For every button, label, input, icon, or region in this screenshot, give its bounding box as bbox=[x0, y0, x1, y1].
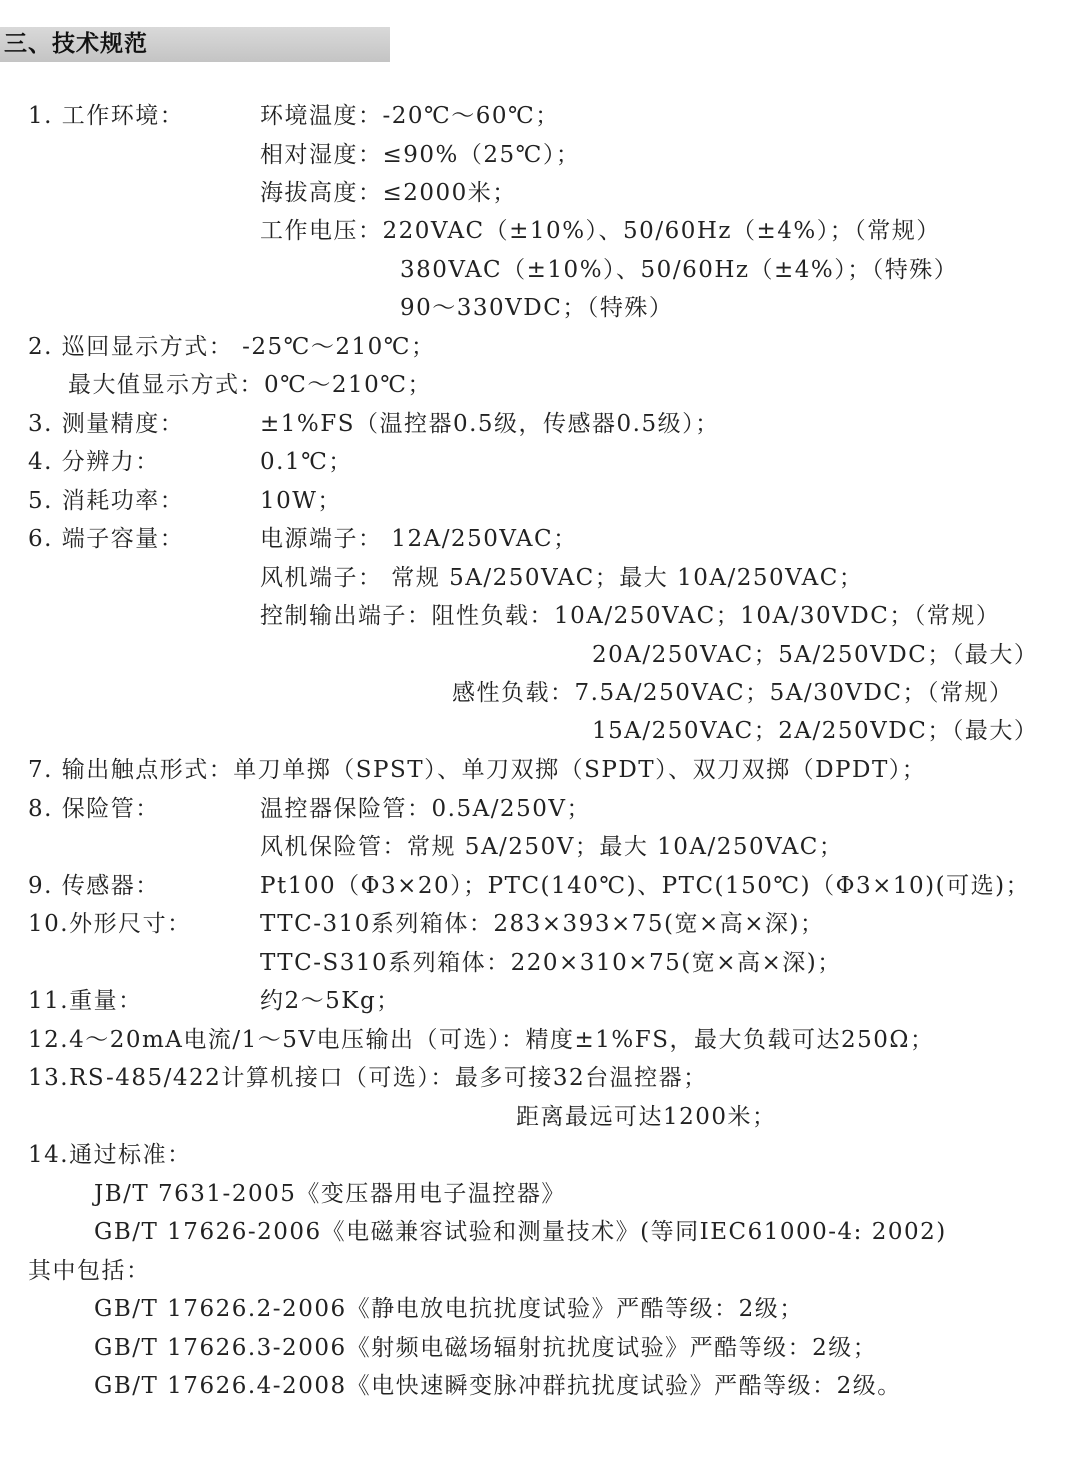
control-output-resistive-normal: 控制输出端子：阻性负载：10A/250VAC；10A/30VDC；（常规） bbox=[260, 603, 1001, 629]
spec-8-label: 8. 保险管： bbox=[28, 796, 160, 822]
spec-12-analog-output: 12.4～20mA电流/1～5V电压输出（可选）：精度±1%FS，最大负载可达250Ω； bbox=[28, 1027, 935, 1053]
controller-fuse: 温控器保险管：0.5A/250V； bbox=[260, 796, 591, 822]
altitude: 海拔高度：≤2000米； bbox=[260, 180, 517, 206]
weight-value: 约2～5Kg； bbox=[260, 988, 401, 1014]
fan-fuse: 风机保险管：常规 5A/250V；最大 10A/250VAC； bbox=[260, 834, 844, 860]
spec-10-label: 10.外形尺寸： bbox=[28, 911, 192, 937]
spec-2-max-display: 最大值显示方式：0℃～210℃； bbox=[68, 372, 432, 398]
spec-3-value: ±1%FS（温控器0.5级，传感器0.5级）； bbox=[260, 411, 720, 437]
spec-6-label: 6. 端子容量： bbox=[28, 526, 185, 552]
spec-13-distance: 距离最远可达1200米； bbox=[516, 1104, 777, 1130]
power-terminal: 电源端子： 12A/250VAC； bbox=[260, 526, 578, 552]
spec-13-computer-interface: 13.RS-485/422计算机接口（可选）：最多可接32台温控器； bbox=[28, 1065, 708, 1091]
includes-label: 其中包括： bbox=[28, 1258, 151, 1284]
spec-3-label: 3. 测量精度： bbox=[28, 411, 185, 437]
spec-11-label: 11.重量： bbox=[28, 988, 143, 1014]
spec-14-label: 14.通过标准： bbox=[28, 1142, 192, 1168]
spec-4-label: 4. 分辨力： bbox=[28, 449, 160, 475]
standard-gbt-17626-4: GB/T 17626.4-2008《电快速瞬变脉冲群抗扰度试验》严酷等级：2级。 bbox=[94, 1373, 902, 1399]
standard-gbt-17626-2: GB/T 17626.2-2006《静电放电抗扰度试验》严酷等级：2级； bbox=[94, 1296, 804, 1322]
sensor-value: Pt100（Φ3×20）；PTC(140℃)、PTC(150℃)（Φ3×10)(可选)； bbox=[260, 873, 1031, 899]
working-voltage-special-ac: 380VAC（±10%）、50/60Hz（±4%）；（特殊） bbox=[400, 257, 959, 283]
control-output-resistive-max: 20A/250VAC；5A/250VDC；（最大） bbox=[592, 642, 1039, 668]
spec-2-cyclic-display: 2. 巡回显示方式： -25℃～210℃； bbox=[28, 334, 436, 360]
dimension-ttc-310: TTC-310系列箱体：283×393×75(宽×高×深)； bbox=[260, 911, 825, 937]
relative-humidity: 相对湿度：≤90%（25℃）； bbox=[260, 142, 581, 168]
spec-5-label: 5. 消耗功率： bbox=[28, 488, 185, 514]
ambient-temperature: 环境温度：-20℃～60℃； bbox=[260, 103, 560, 129]
spec-4-value: 0.1℃； bbox=[260, 449, 353, 475]
spec-1-label: 1. 工作环境： bbox=[28, 103, 185, 129]
section-title: 三、技术规范 bbox=[0, 27, 390, 62]
spec-7-contact-form: 7. 输出触点形式：单刀单掷（SPST）、单刀双掷（SPDT）、双刀双掷（DPDT）； bbox=[28, 757, 927, 783]
dimension-ttc-s310: TTC-S310系列箱体：220×310×75(宽×高×深)； bbox=[260, 950, 842, 976]
spec-5-value: 10W； bbox=[260, 488, 342, 514]
spec-9-label: 9. 传感器： bbox=[28, 873, 160, 899]
standard-jbt-7631: JB/T 7631-2005《变压器用电子温控器》 bbox=[94, 1181, 566, 1207]
fan-terminal: 风机端子： 常规 5A/250VAC；最大 10A/250VAC； bbox=[260, 565, 864, 591]
standard-gbt-17626-3: GB/T 17626.3-2006《射频电磁场辐射抗扰度试验》严酷等级：2级； bbox=[94, 1335, 878, 1361]
working-voltage-normal: 工作电压：220VAC（±10%）、50/60Hz（±4%）；（常规） bbox=[260, 218, 941, 244]
control-output-inductive-normal: 感性负载：7.5A/250VAC；5A/30VDC；（常规） bbox=[452, 680, 1014, 706]
standard-gbt-17626: GB/T 17626-2006《电磁兼容试验和测量技术》(等同IEC61000-4: 2002) bbox=[94, 1219, 947, 1245]
control-output-inductive-max: 15A/250VAC；2A/250VDC；（最大） bbox=[592, 718, 1039, 744]
working-voltage-special-dc: 90～330VDC；（特殊） bbox=[400, 295, 674, 321]
